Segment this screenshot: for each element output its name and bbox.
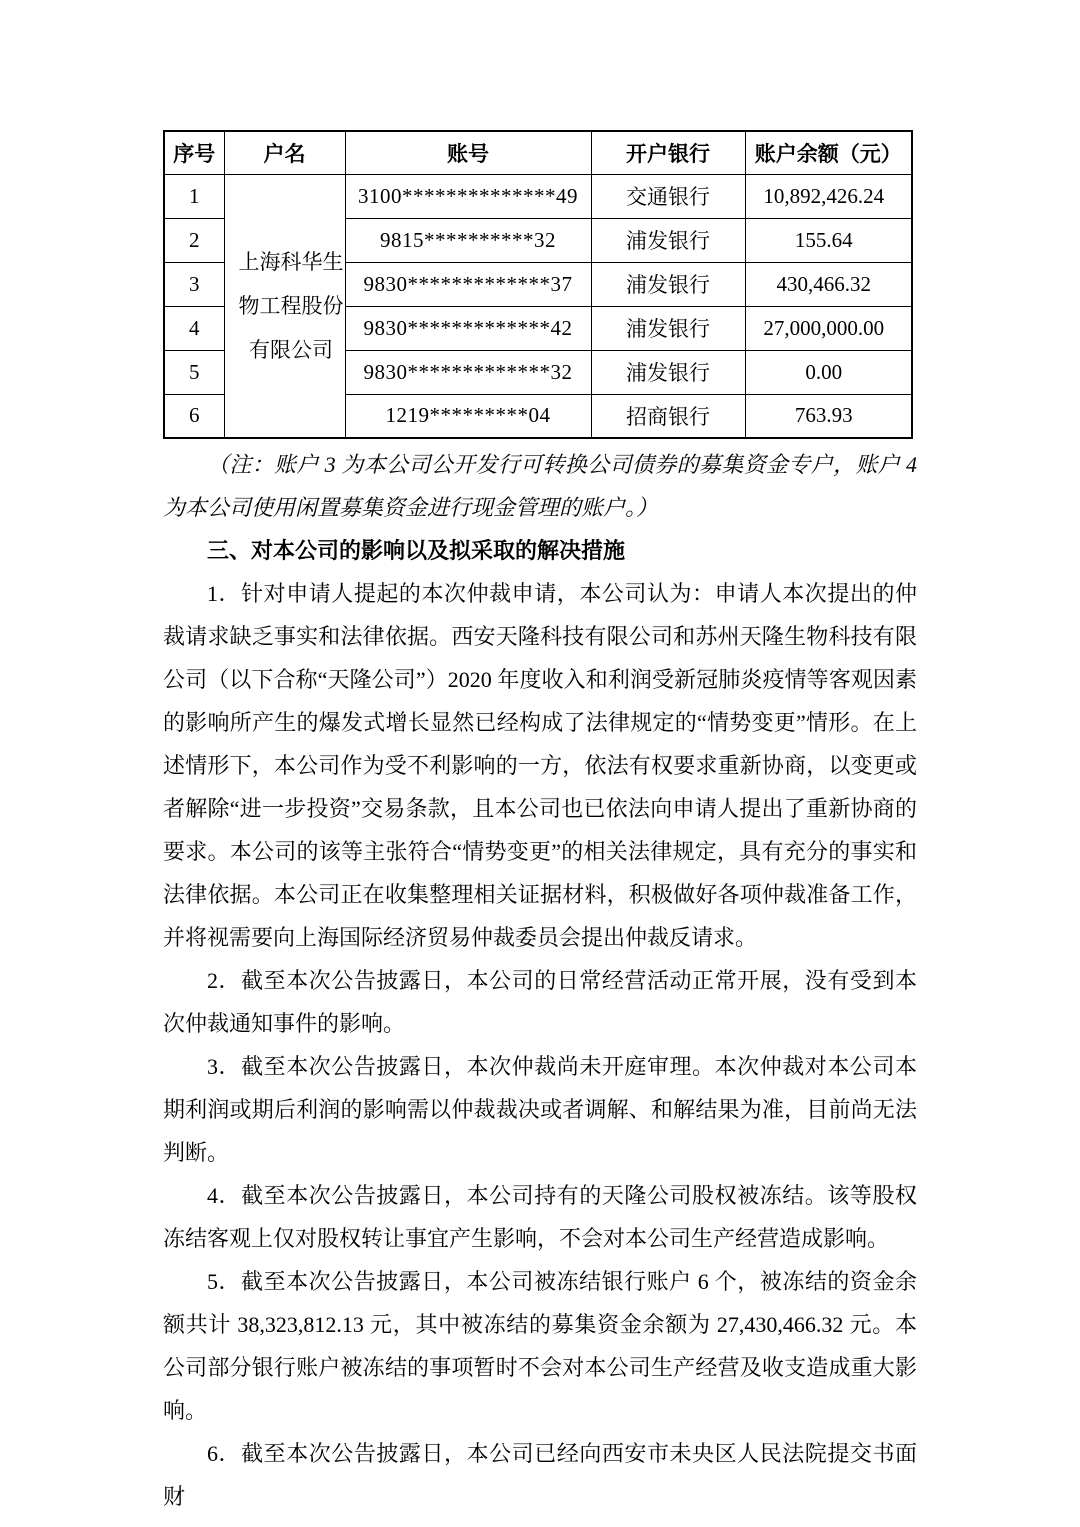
account-number: 9830*************42: [345, 306, 591, 350]
header-balance: 账户余额（元）: [745, 131, 912, 174]
serial-number: 6: [164, 394, 224, 438]
frozen-accounts-table: [163, 130, 913, 439]
bank-name: 浦发银行: [591, 306, 745, 350]
serial-number: 1: [164, 174, 224, 218]
document-content: [163, 130, 917, 1518]
bank-name: 浦发银行: [591, 218, 745, 262]
serial-number: 3: [164, 262, 224, 306]
paragraph-2: 2．截至本次公告披露日，本公司的日常经营活动正常开展，没有受到本次仲裁通知事件的影响。: [163, 968, 917, 1036]
account-number: 3100**************49: [345, 174, 591, 218]
paragraph-5: 5．截至本次公告披露日，本公司被冻结银行账户 6 个，被冻结的资金余额共计 38,323,812.13 元，其中被冻结的募集资金余额为 27,430,466.32 元。本公司部分银行账户被冻结的事项暂时不会对本公司生产经营及收支造成重大影响。: [163, 1269, 917, 1423]
account-number: 1219*********04: [345, 394, 591, 438]
account-number: 9815**********32: [345, 218, 591, 262]
bank-name: 招商银行: [591, 394, 745, 438]
serial-number: 2: [164, 218, 224, 262]
account-number: 9830*************32: [345, 350, 591, 394]
account-holder-name: 上海科华生物工程股份有限公司: [224, 174, 345, 438]
paragraph-3: 3．截至本次公告披露日，本次仲裁尚未开庭审理。本次仲裁对本公司本期利润或期后利润的影响需以仲裁裁决或者调解、和解结果为准，目前尚无法判断。: [163, 1054, 917, 1165]
account-balance: 763.93: [745, 394, 912, 438]
account-balance: 10,892,426.24: [745, 174, 912, 218]
paragraph-6: 6．截至本次公告披露日，本公司已经向西安市未央区人民法院提交书面财: [163, 1441, 917, 1509]
table-footnote: （注：账户 3 为本公司公开发行可转换公司债券的募集资金专户，账户 4 为本公司使用闲置募集资金进行现金管理的账户。）: [163, 452, 917, 520]
paragraph-1: 1．针对申请人提起的本次仲裁申请，本公司认为：申请人本次提出的仲裁请求缺乏事实和法律依据。西安天隆科技有限公司和苏州天隆生物科技有限公司（以下合称“天隆公司”）2020 年度收入和利润受新冠肺炎疫情等客观因素的影响所产生的爆发式增长显然已经构成了法律规定的“情势变更”情形。在上述情形下，本公司作为受不利影响的一方，依法有权要求重新协商，以变更或者解除“进一步投资”交易条款，且本公司也已依法向申请人提出了重新协商的要求。本公司的该等主张符合“情势变更”的相关法律规定，具有充分的事实和法律依据。本公司正在收集整理相关证据材料，积极做好各项仲裁准备工作，并将视需要向上海国际经济贸易仲裁委员会提出仲裁反请求。: [163, 581, 917, 950]
bank-name: 交通银行: [591, 174, 745, 218]
header-bank: 开户银行: [591, 131, 745, 174]
account-balance: 0.00: [745, 350, 912, 394]
body-text: [163, 443, 917, 1518]
account-balance: 155.64: [745, 218, 912, 262]
header-account-number: 账号: [345, 131, 591, 174]
serial-number: 5: [164, 350, 224, 394]
serial-number: 4: [164, 306, 224, 350]
table-row: [164, 174, 912, 218]
bank-name: 浦发银行: [591, 350, 745, 394]
account-balance: 430,466.32: [745, 262, 912, 306]
header-account-holder: 户名: [224, 131, 345, 174]
section-heading: 三、对本公司的影响以及拟采取的解决措施: [207, 538, 626, 563]
bank-name: 浦发银行: [591, 262, 745, 306]
table-header-row: [164, 131, 912, 174]
header-serial-number: 序号: [164, 131, 224, 174]
paragraph-4: 4．截至本次公告披露日，本公司持有的天隆公司股权被冻结。该等股权冻结客观上仅对股权转让事宜产生影响，不会对本公司生产经营造成影响。: [163, 1183, 917, 1251]
account-number: 9830*************37: [345, 262, 591, 306]
account-balance: 27,000,000.00: [745, 306, 912, 350]
